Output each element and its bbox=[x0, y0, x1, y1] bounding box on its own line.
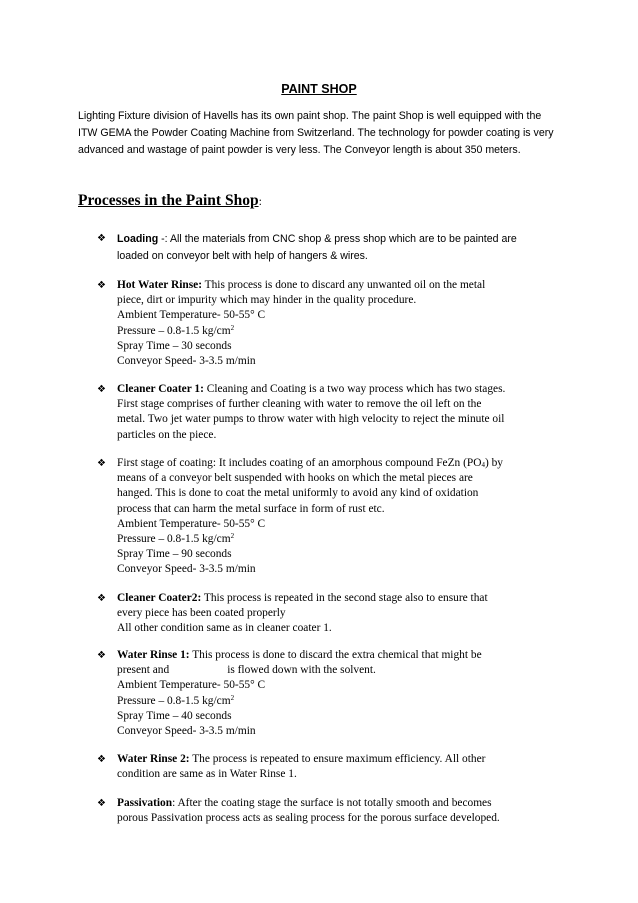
section-heading bbox=[78, 192, 262, 210]
water1-temperature: Ambient Temperature- 50-55° C bbox=[117, 679, 266, 692]
cleaner2-text: This process is repeated in the second stage also to ensure that bbox=[201, 592, 488, 604]
diamond-bullet-icon: ❖ bbox=[97, 384, 106, 395]
loading-text-2: loaded on conveyor belt with help of hangers & wires. bbox=[117, 250, 368, 262]
list-item-passivation bbox=[97, 796, 567, 826]
cleaner2-label: Cleaner Coater2: bbox=[117, 592, 202, 604]
hot-water-label: Hot Water Rinse: bbox=[117, 279, 203, 291]
list-item-loading bbox=[97, 231, 567, 265]
first-stage-pressure: Pressure – 0.8-1.5 kg/cm bbox=[117, 533, 231, 546]
first-stage-text-2: means of a conveyor belt suspended with hooks on which the metal pieces are bbox=[117, 472, 473, 485]
cleaner1-text-2: First stage comprises of further cleaning with water to remove the oil left on the bbox=[117, 398, 482, 411]
water1-conveyor-speed: Conveyor Speed- 3-3.5 m/min bbox=[117, 725, 256, 738]
diamond-bullet-icon: ❖ bbox=[97, 650, 106, 661]
page-title: PAINT SHOP bbox=[281, 82, 357, 96]
passivation-text: : After the coating stage the surface is not totally smooth and becomes bbox=[172, 797, 492, 809]
water1-text-2a: present and bbox=[117, 664, 170, 677]
water1-text-2b: is flowed down with the solvent. bbox=[227, 664, 376, 677]
list-item-cleaner-coater-1 bbox=[97, 382, 567, 443]
hot-water-text: This process is done to discard any unwanted oil on the metal bbox=[202, 279, 486, 291]
diamond-bullet-icon: ❖ bbox=[97, 798, 106, 809]
list-item-first-stage-coating bbox=[97, 456, 567, 578]
water1-spray-time: Spray Time – 40 seconds bbox=[117, 709, 232, 722]
water2-text: The process is repeated to ensure maximum efficiency. All other bbox=[189, 753, 486, 765]
intro-paragraph: Lighting Fixture division of Havells has its own paint shop. The paint Shop is well equipped with the ITW GEMA the Powder Coating Machine from Switzerland. The technology for powder coating is very advanced and wastage of paint powder is very less. The Conveyor length is about 350 meters. bbox=[78, 110, 554, 157]
hot-water-pressure: Pressure – 0.8-1.5 kg/cm bbox=[117, 324, 231, 337]
water1-label: Water Rinse 1: bbox=[117, 649, 190, 661]
water1-text: This process is done to discard the extra chemical that might be bbox=[189, 649, 482, 661]
cleaner1-text-4: particles on the piece. bbox=[117, 428, 217, 441]
water1-pressure-sup: 2 bbox=[230, 693, 235, 702]
diamond-bullet-icon: ❖ bbox=[97, 593, 106, 604]
water2-text-2: condition are same as in Water Rinse 1. bbox=[117, 768, 297, 781]
hot-water-conveyor-speed: Conveyor Speed- 3-3.5 m/min bbox=[117, 355, 256, 368]
loading-text: -: All the materials from CNC shop & press shop which are to be painted are bbox=[158, 233, 517, 245]
first-stage-text-end: ) by bbox=[484, 457, 503, 469]
first-stage-text: First stage of coating: It includes coating of an amorphous compound FeZn (PO bbox=[117, 457, 482, 469]
diamond-bullet-icon: ❖ bbox=[97, 458, 106, 469]
first-stage-conveyor-speed: Conveyor Speed- 3-3.5 m/min bbox=[117, 563, 256, 576]
first-stage-temperature: Ambient Temperature- 50-55° C bbox=[117, 517, 266, 530]
cleaner2-text-2: every piece has been coated properly bbox=[117, 607, 286, 620]
water1-pressure: Pressure – 0.8-1.5 kg/cm bbox=[117, 694, 231, 707]
first-stage-spray-time: Spray Time – 90 seconds bbox=[117, 548, 232, 561]
loading-label: Loading bbox=[117, 233, 159, 245]
list-item-cleaner-coater-2 bbox=[97, 591, 567, 637]
diamond-bullet-icon: ❖ bbox=[97, 280, 106, 291]
list-item-hot-water-rinse bbox=[97, 278, 567, 369]
cleaner1-text: Cleaning and Coating is a two way process which has two stages. bbox=[203, 383, 506, 395]
section-heading-colon: : bbox=[258, 194, 262, 208]
passivation-text-2: porous Passivation process acts as sealing process for the porous surface developed. bbox=[117, 812, 500, 825]
hot-water-temperature: Ambient Temperature- 50-55° C bbox=[117, 309, 266, 322]
first-stage-text-4: process that can harm the metal surface in form of rust etc. bbox=[117, 502, 385, 515]
passivation-label: Passivation bbox=[117, 797, 173, 809]
list-item-water-rinse-2 bbox=[97, 752, 567, 782]
diamond-bullet-icon: ❖ bbox=[97, 754, 106, 765]
list-item-water-rinse-1 bbox=[97, 648, 567, 739]
first-stage-pressure-sup: 2 bbox=[230, 532, 235, 541]
water2-label: Water Rinse 2: bbox=[117, 753, 190, 765]
cleaner2-text-3: All other condition same as in cleaner coater 1. bbox=[117, 622, 332, 635]
section-heading-text: Processes in the Paint Shop bbox=[78, 192, 259, 209]
diamond-bullet-icon: ❖ bbox=[97, 233, 106, 244]
hot-water-spray-time: Spray Time – 30 seconds bbox=[117, 339, 232, 352]
first-stage-text-3: hanged. This is done to coat the metal uniformly to avoid any kind of oxidation bbox=[117, 487, 479, 500]
hot-water-pressure-sup: 2 bbox=[230, 323, 235, 332]
cleaner1-text-3: metal. Two jet water pumps to throw water with high velocity to reject the minute oil bbox=[117, 413, 505, 426]
first-stage-sub: 4 bbox=[481, 461, 485, 469]
cleaner1-label: Cleaner Coater 1: bbox=[117, 383, 204, 395]
hot-water-text-2: piece, dirt or impurity which may hinder in the quality procedure. bbox=[117, 294, 417, 307]
